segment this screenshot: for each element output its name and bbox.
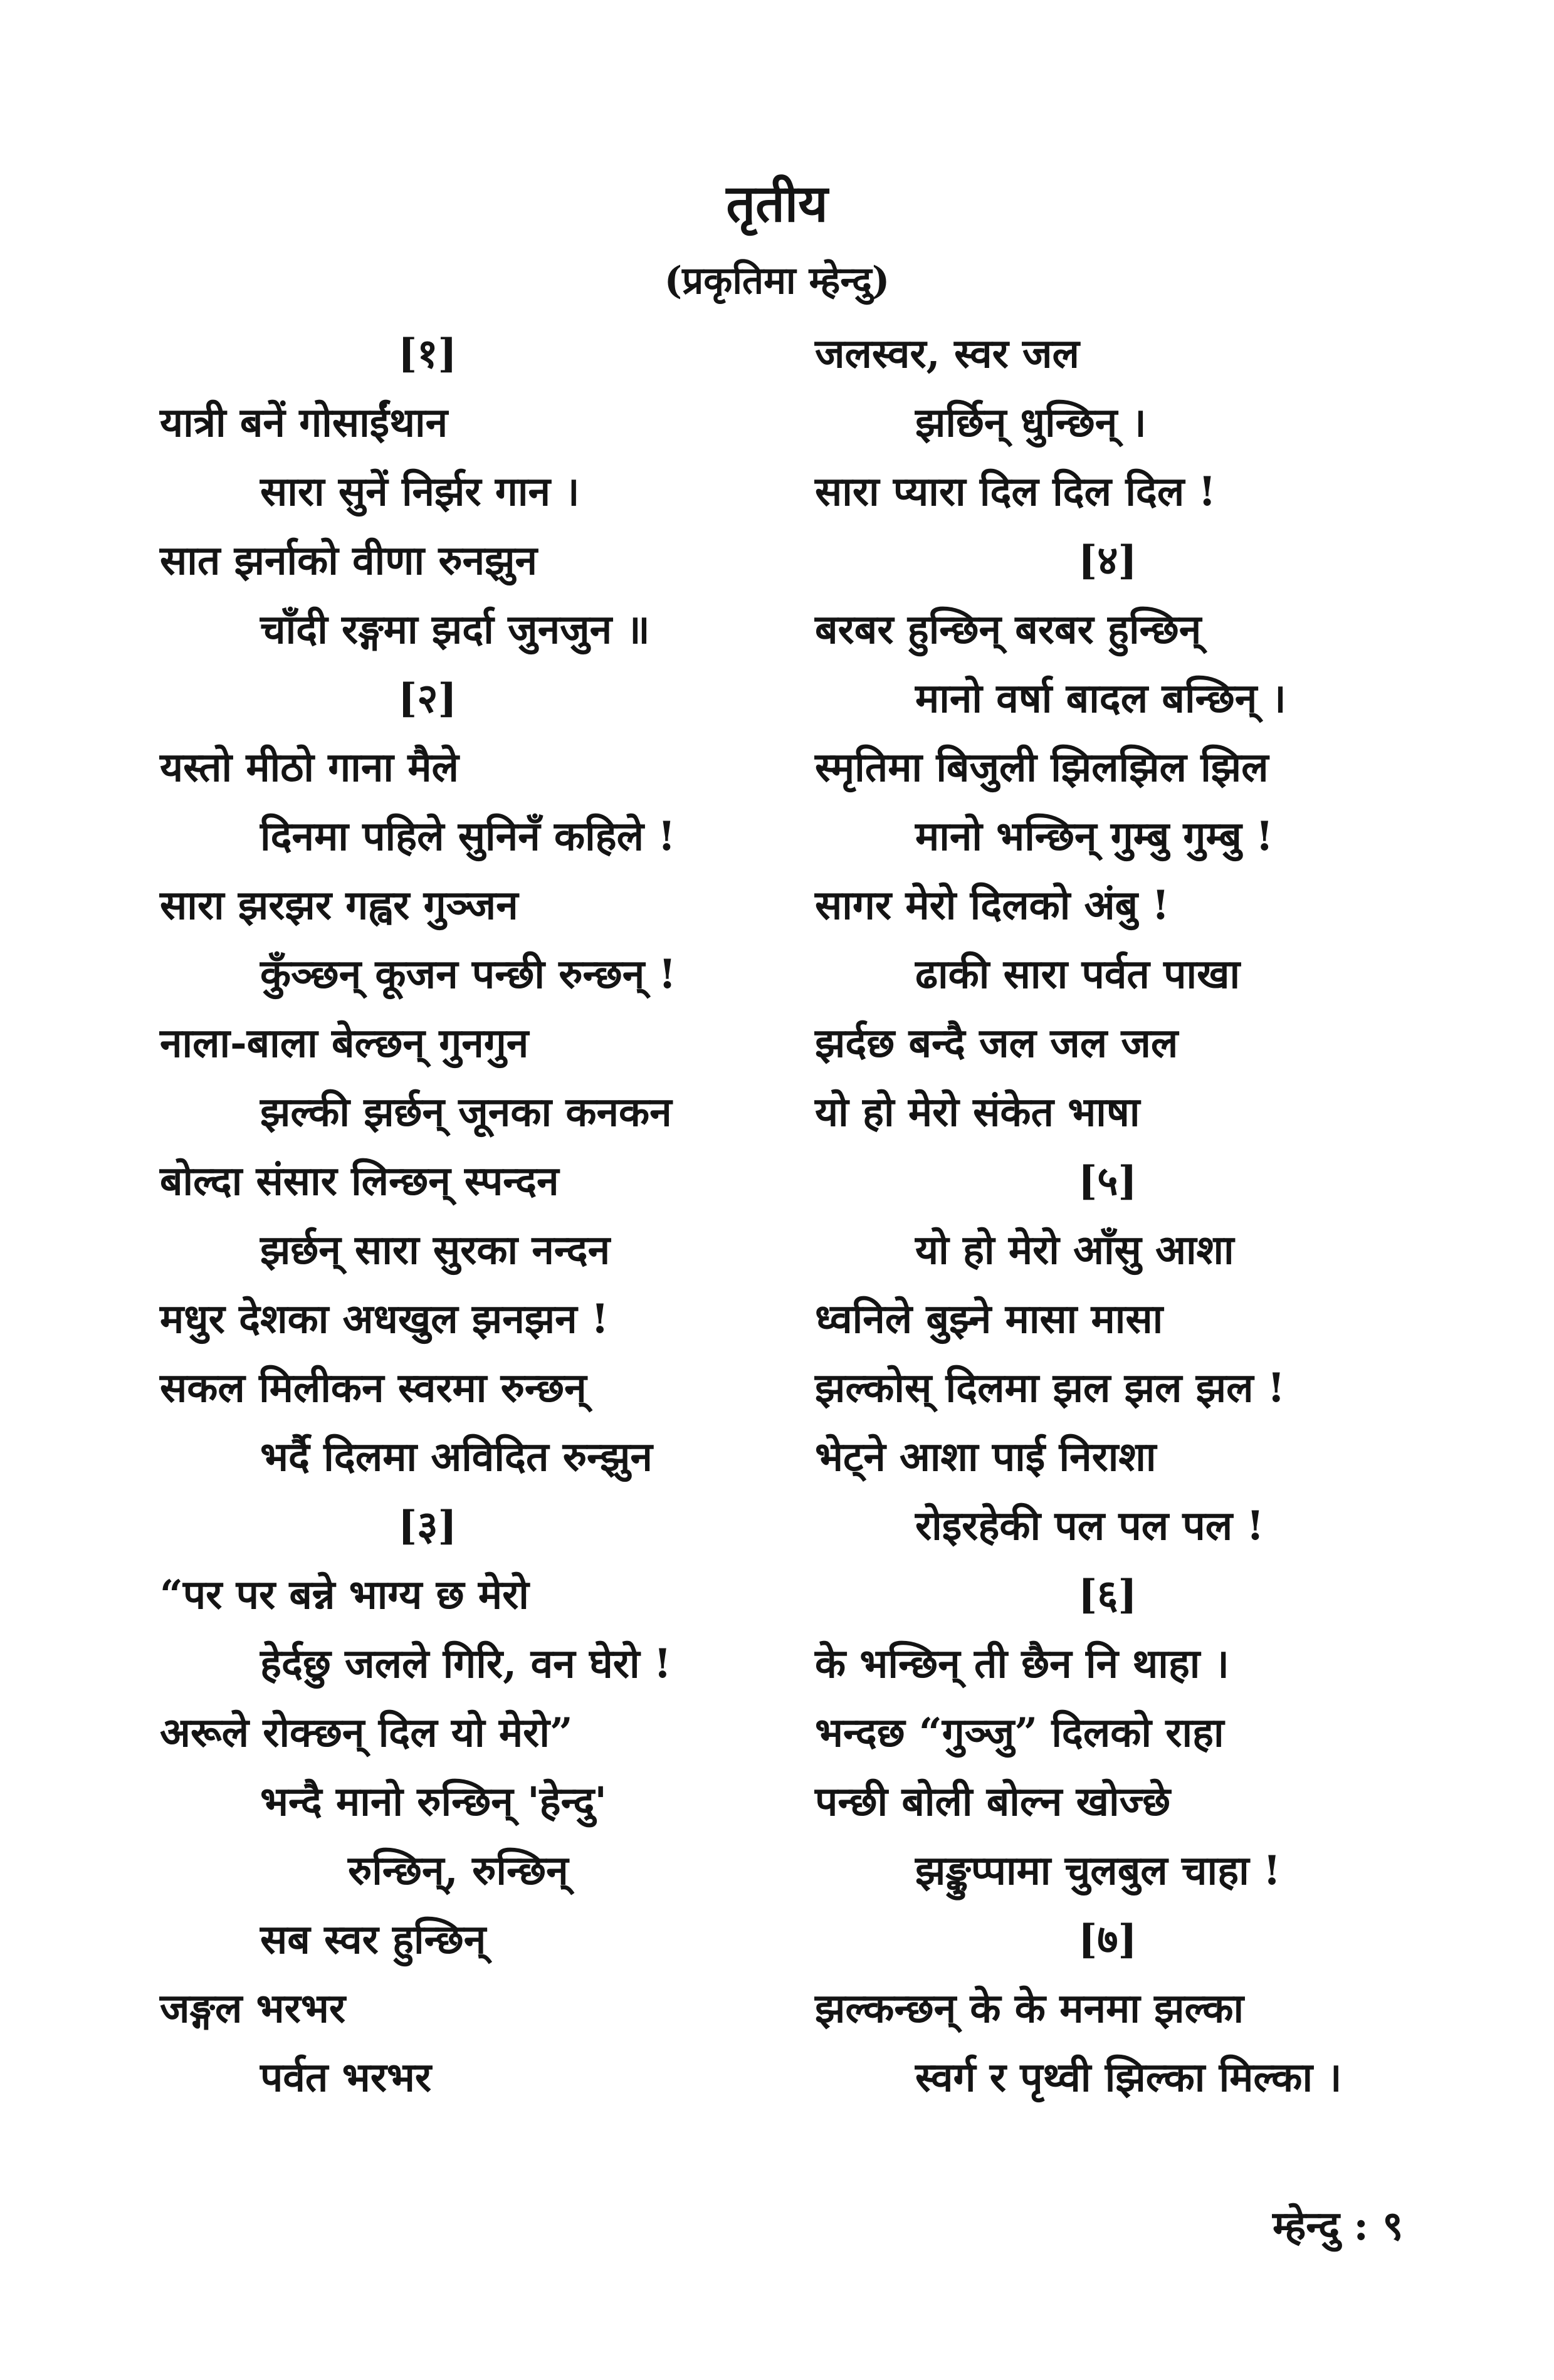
verse-line: पर्वत भरभर <box>260 2054 432 2101</box>
verse-line: स्वर्ग र पृथ्वी झिल्का मिल्का । <box>915 2054 1342 2101</box>
page-footer: म्हेन्दु : ९ <box>1273 2203 1404 2250</box>
right-column <box>815 320 1461 2112</box>
verse-line: भन्दै मानो रुन्छिन् 'हेन्दु' <box>260 1778 607 1825</box>
verse-line: सारा सुनें निर्झर गान । <box>260 468 580 515</box>
verse-line: सारा प्यारा दिल दिल दिल ! <box>815 468 1216 515</box>
verse-line: बरबर हुन्छिन् बरबर हुन्छिन् <box>815 606 1202 653</box>
verse-line: स्मृतिमा बिजुली झिलझिल झिल <box>815 744 1269 791</box>
verse-line: झल्कन्छन् के के मनमा झल्का <box>815 1985 1244 2032</box>
stanza-number: [३] <box>398 1502 457 1549</box>
stanza-number: [६] <box>1078 1571 1137 1618</box>
verse-line: यो हो मेरो आँसु आशा <box>915 1227 1234 1274</box>
verse-line: यस्तो मीठो गाना मैले <box>160 744 459 791</box>
verse-line: झर्छन् सारा सुरका नन्दन <box>260 1227 611 1274</box>
verse-line: ध्वनिले बुझ्ने मासा मासा <box>815 1296 1163 1343</box>
verse-line: झर्छिन् धुन्छिन् । <box>915 399 1147 446</box>
verse-line: हेर्दछु जलले गिरि, वन घेरो ! <box>260 1640 671 1687</box>
verse-line: पन्छी बोली बोल्न खोज्छे <box>815 1778 1171 1825</box>
verse-line: मानो भन्छिन् गुम्बु गुम्बु ! <box>915 813 1274 860</box>
verse-line: अरूले रोक्छन् दिल यो मेरो” <box>160 1709 573 1756</box>
verse-line: मधुर देशका अधखुल झनझन ! <box>160 1296 609 1343</box>
verse-line: ढाकी सारा पर्वत पाखा <box>915 951 1241 998</box>
verse-line: नाला-बाला बेल्छन् गुनगुन <box>160 1020 529 1067</box>
verse-line: यात्री बनें गोसाईंथान <box>160 399 448 446</box>
stanza-number: [२] <box>398 675 457 722</box>
verse-line: सब स्वर हुन्छिन् <box>260 1916 486 1963</box>
stanza-number: [१] <box>398 330 457 377</box>
verse-line: के भन्छिन् ती छैन नि थाहा । <box>815 1640 1229 1687</box>
verse-line: झर्दछ बन्दै जल जल जल <box>815 1020 1179 1067</box>
verse-line: जङ्गल भरभर <box>160 1985 346 2032</box>
verse-line: “पर पर बन्ने भाग्य छ मेरो <box>160 1571 529 1618</box>
verse-line: यो हो मेरो संकेत भाषा <box>815 1089 1140 1136</box>
verse-line: कुँञ्छन् कूजन पन्छी रुन्छन् ! <box>260 951 676 998</box>
verse-line: रोइरहेकी पल पल पल ! <box>915 1502 1264 1549</box>
page-subtitle: (प्रकृतिमा म्हेन्दु) <box>664 259 890 303</box>
verse-line: भेट्ने आशा पाई निराशा <box>815 1434 1157 1481</box>
verse-line: बोल्दा संसार लिन्छन् स्पन्दन <box>160 1158 559 1205</box>
verse-line: भर्दै दिलमा अविदित रुन्झुन <box>260 1434 653 1481</box>
verse-line: झल्कोस् दिलमा झल झल झल ! <box>815 1365 1285 1412</box>
verse-line: सागर मेरो दिलको अंबु ! <box>815 882 1170 929</box>
page-title: तृतीय <box>726 174 828 234</box>
stanza-number: [७] <box>1078 1916 1137 1963</box>
left-column <box>160 320 812 2112</box>
verse-line: जलस्वर, स्वर जल <box>815 330 1079 377</box>
verse-line: झङ्कुप्पामा चुलबुल चाहा ! <box>915 1847 1281 1894</box>
stanza-number: [४] <box>1078 537 1137 584</box>
verse-line: सकल मिलीकन स्वरमा रुन्छन् <box>160 1365 587 1412</box>
verse-line: चाँदी रङ्गमा झर्दा जुनजुन ॥ <box>260 606 650 653</box>
verse-line: सारा झरझर गह्वर गुञ्जन <box>160 882 518 929</box>
verse-line: सात झर्नाको वीणा रुनझुन <box>160 537 538 584</box>
verse-line: रुन्छिन्, रुन्छिन् <box>348 1847 569 1894</box>
verse-line: झल्की झर्छन् जूनका कनकन <box>260 1089 672 1136</box>
stanza-number: [५] <box>1078 1158 1137 1205</box>
verse-line: मानो वर्षा बादल बन्छिन् । <box>915 675 1286 722</box>
verse-line: दिनमा पहिले सुनिनँ कहिले ! <box>260 813 676 860</box>
verse-line: भन्दछ “गुञ्जु” दिलको राहा <box>815 1709 1224 1756</box>
